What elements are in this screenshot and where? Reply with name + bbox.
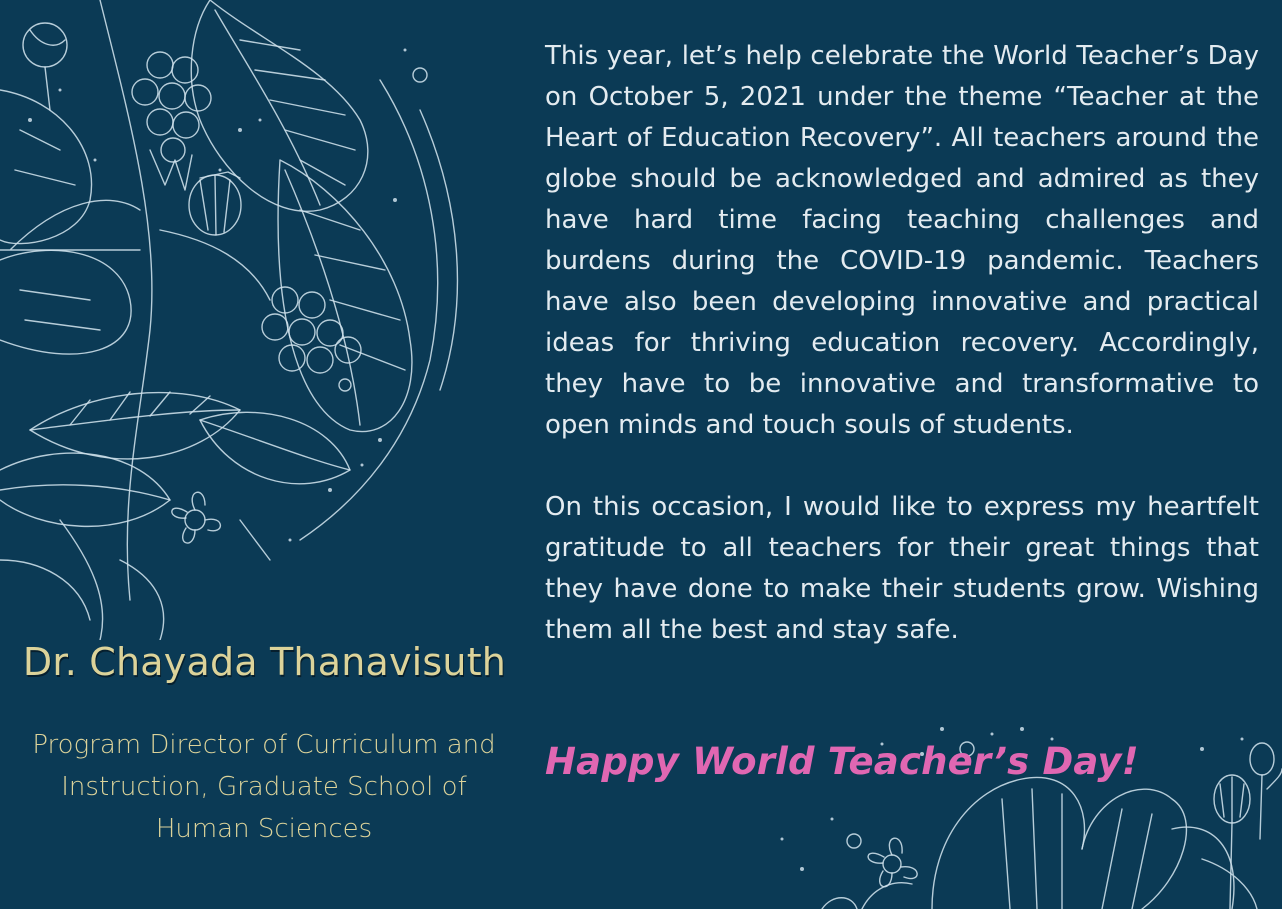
author-title: Program Director of Curriculum and Instruction, Graduate School of Human Sciences: [32, 730, 496, 844]
closing-greeting: Happy World Teacher’s Day!: [545, 740, 1139, 783]
message-body: [545, 36, 1259, 651]
author-name: Dr. Chayada Thanavisuth: [22, 640, 507, 684]
message-paragraph-2: On this occasion, I would like to express my heartfelt gratitude to all teachers for their great things that they have done to make their students grow. Wishing them all the best and stay safe.: [545, 492, 1259, 645]
floral-line-art-left: [0, 0, 470, 640]
message-paragraph-1: This year, let’s help celebrate the World Teacher’s Day on October 5, 2021 under the theme “Teacher at the Heart of Education Recovery”. All teachers around the globe should be acknowledged and admired as they have hard time facing teaching challenges and burdens during the COVID-19 pandemic. Teachers have also been developing innovative and practical ideas for thriving education recovery. Accordingly, they have to be innovative and transformative to open minds and touch souls of students.: [545, 41, 1259, 440]
